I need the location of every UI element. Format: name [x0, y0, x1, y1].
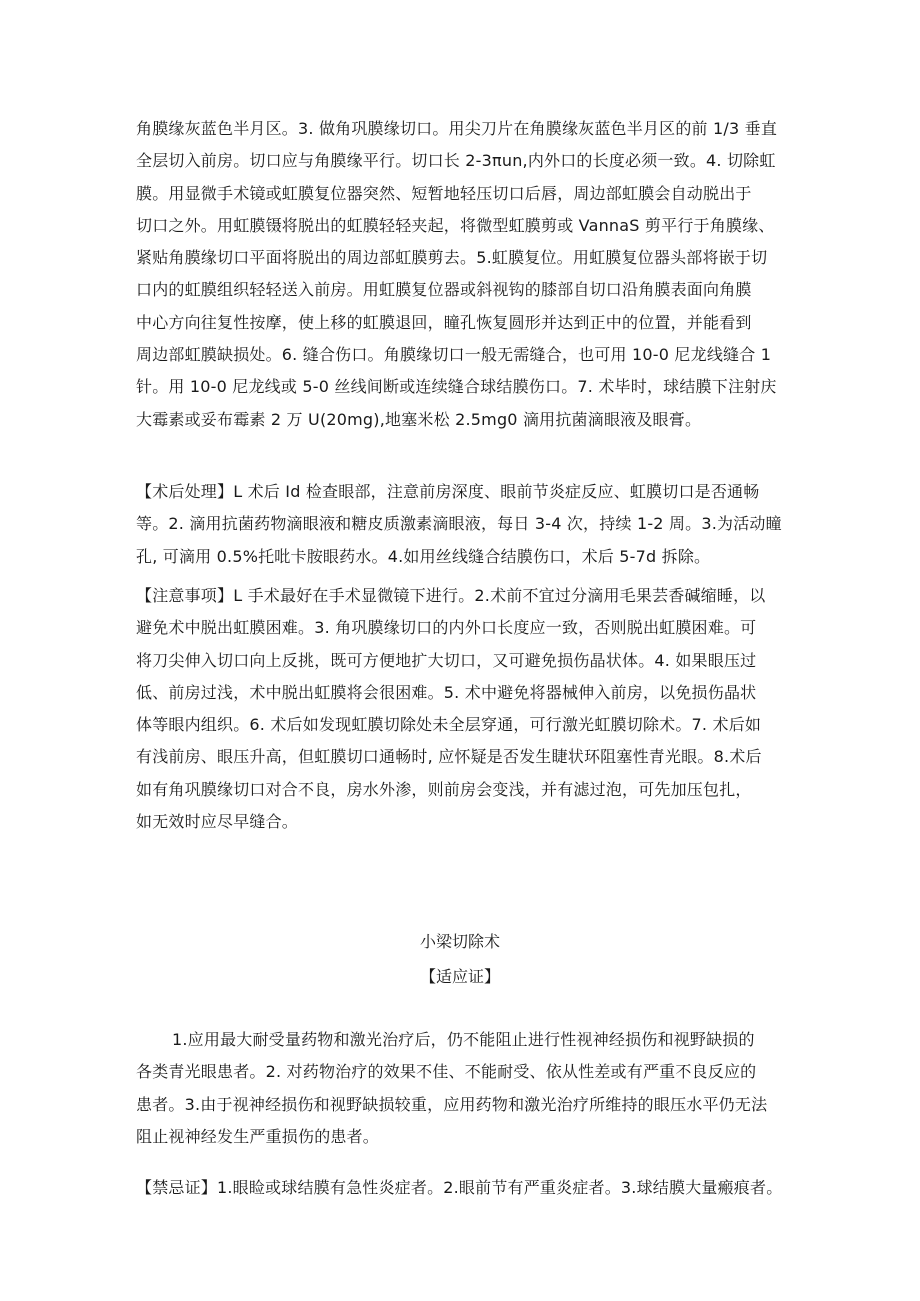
text-line: 【禁忌证】1.眼睑或球结膜有急性炎症者。2.眼前节有严重炎症者。3.球结膜大量瘢痕者。	[136, 1178, 783, 1197]
text-line: 如有角巩膜缘切口对合不良，房水外渗，则前房会变浅，并有滤过泡，可先加压包扎，	[136, 779, 752, 799]
text-line: 低、前房过浅，术中脱出虹膜将会很困难。5. 术中避免将器械伸入前房，以免损伤晶状	[136, 682, 757, 702]
text-line: 紧贴角膜缘切口平面将脱出的周边部虹膜剪去。5.虹膜复位。用虹膜复位器头部将嵌于切	[136, 248, 768, 268]
text-line: 阻止视神经发生严重损伤的患者。	[136, 1126, 380, 1146]
section-title: 小梁切除术	[419, 932, 500, 951]
contraindications-paragraph	[136, 1172, 796, 1204]
text-line: 孔, 可滴用 0.5%托吡卡胺眼药水。4.如用丝线缝合结膜伤口，术后 5-7d 拆除。	[136, 546, 711, 566]
text-line: 如无效时应尽早缝合。	[136, 812, 299, 832]
text-line: 1.应用最大耐受量药物和激光治疗后，仍不能阻止进行性视神经损伤和视野缺损的	[172, 1030, 755, 1049]
text-line: 体等眼内组织。6. 术后如发现虹膜切除处未全层穿通，可行激光虹膜切除术。7. 术后如	[136, 715, 762, 735]
text-line: 有浅前房、眼压升高，但虹膜切口通畅时, 应怀疑是否发生睫状环阻塞性青光眼。8.术后	[136, 747, 762, 767]
text-line: 周边部虹膜缺损处。6. 缝合伤口。角膜缘切口一般无需缝合，也可用 10-0 尼龙线缝合 1	[136, 345, 772, 365]
text-line: 切口之外。用虹膜镊将脱出的虹膜轻轻夹起，将微型虹膜剪或 VannaS 剪平行于角膜缘、	[136, 215, 775, 235]
text-line: 各类青光眼患者。2. 对药物治疗的效果不佳、不能耐受、依从性差或有严重不良反应的	[136, 1062, 757, 1082]
text-line: 【术后处理】L 术后 Id 检查眼部，注意前房深度、眼前节炎症反应、虹膜切口是否通畅	[136, 482, 760, 501]
text-line: 避免术中脱出虹膜困难。3. 角巩膜缘切口的内外口长度应一致，否则脱出虹膜困难。可	[136, 618, 757, 638]
text-line: 患者。3.由于视神经损伤和视野缺损较重，应用药物和激光治疗所维持的眼压水平仍无法	[136, 1094, 768, 1114]
procedure-steps-paragraph	[136, 113, 796, 436]
text-line: 【注意事项】L 手术最好在手术显微镜下进行。2.术前不宜过分滴用毛果芸香碱缩睡，以	[136, 586, 766, 605]
text-line: 角膜缘灰蓝色半月区。3. 做角巩膜缘切口。用尖刀片在角膜缘灰蓝色半月区的前 1/3 垂直	[136, 119, 778, 138]
indications-heading: 【适应证】	[419, 967, 500, 986]
postoperative-care-paragraph	[136, 476, 796, 573]
text-line: 膜。用显微手术镜或虹膜复位器突然、短暂地轻压切口后唇，周边部虹膜会自动脱出于	[136, 183, 752, 203]
precautions-paragraph	[136, 580, 796, 838]
text-line: 针。用 10-0 尼龙线或 5-0 丝线间断或连续缝合球结膜伤口。7. 术毕时，球结膜下注射庆	[136, 377, 777, 397]
text-line: 口内的虹膜组织轻轻送入前房。用虹膜复位器或斜视钩的膝部自切口沿角膜表面向角膜	[136, 280, 752, 300]
text-line: 全层切入前房。切口应与角膜缘平行。切口长 2-3πun,内外口的长度必须一致。4. 切除虹	[136, 151, 776, 171]
text-line: 中心方向往复性按摩，使上移的虹膜退回，瞳孔恢复圆形并达到正中的位置，并能看到	[136, 312, 752, 332]
indications-paragraph	[136, 1024, 796, 1153]
text-line: 等。2. 滴用抗菌药物滴眼液和糖皮质激素滴眼液，每日 3-4 次，持续 1-2 周。3.为活动瞳	[136, 514, 782, 534]
text-line: 将刀尖伸入切口向上反挑，既可方便地扩大切口，又可避免损伤晶状体。4. 如果眼压过	[136, 650, 757, 670]
text-line: 大霉素或妥布霉素 2 万 U(20mg),地塞米松 2.5mg0 滴用抗菌滴眼液及眼膏。	[136, 409, 702, 429]
